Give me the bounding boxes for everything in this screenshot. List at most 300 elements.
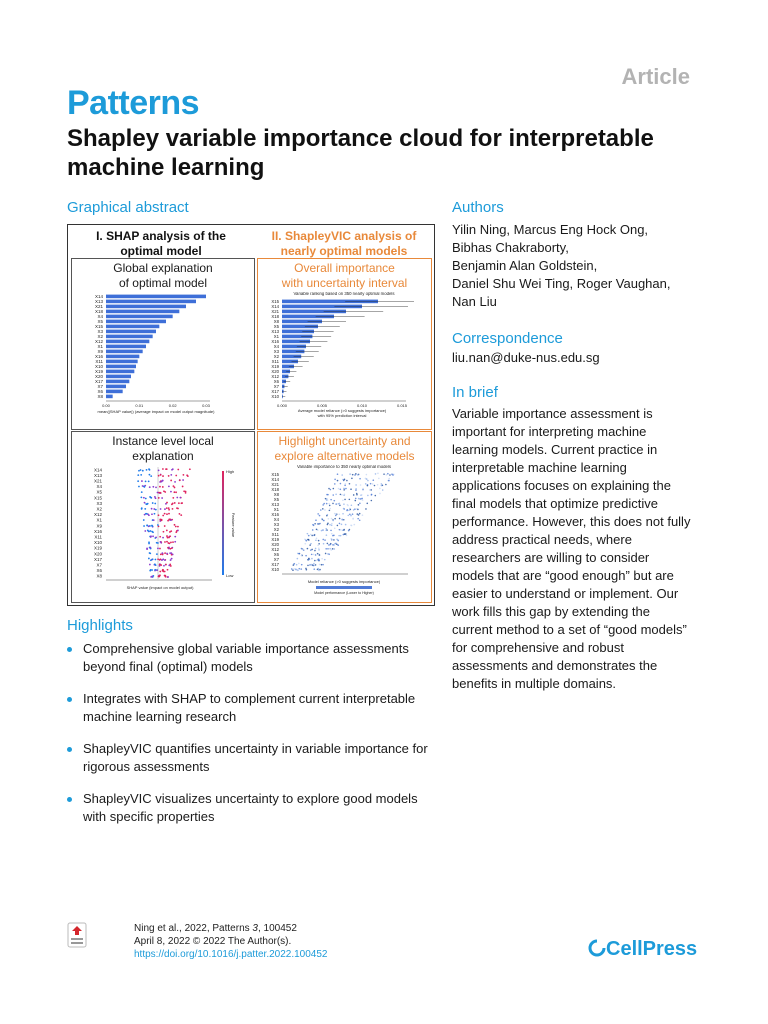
shap-dot xyxy=(155,486,157,488)
shap-dot xyxy=(141,507,143,509)
model-dot xyxy=(334,483,336,485)
bar-label: X12 xyxy=(271,374,279,379)
shap-dot xyxy=(149,496,151,498)
model-dot xyxy=(328,488,330,490)
model-dot xyxy=(318,540,320,542)
model-dot xyxy=(316,538,318,540)
correspondence-email[interactable]: liu.nan@duke-nus.edu.sg xyxy=(452,350,600,365)
shap-dot xyxy=(150,559,152,561)
model-dot xyxy=(361,494,363,496)
model-dot xyxy=(318,548,320,550)
shap-dot xyxy=(179,513,181,515)
model-dot xyxy=(357,474,359,476)
model-dot xyxy=(357,518,359,520)
shap-dot xyxy=(182,486,184,488)
panel-uncertainty xyxy=(257,431,432,603)
shap-dot xyxy=(149,552,151,554)
model-dot xyxy=(305,555,307,557)
model-dot xyxy=(332,548,334,550)
model-dot xyxy=(385,484,387,486)
model-dot xyxy=(317,569,319,571)
model-dot xyxy=(298,553,300,555)
model-dot xyxy=(340,529,342,531)
feature-label: X14 xyxy=(93,467,102,473)
shap-dot xyxy=(163,565,165,567)
model-dot xyxy=(308,535,310,537)
violin-label: X18 xyxy=(271,487,279,492)
model-dot xyxy=(307,548,309,550)
shap-dot xyxy=(177,508,179,510)
panel-title xyxy=(258,434,431,464)
bar xyxy=(106,330,156,334)
shap-dot xyxy=(162,480,164,482)
shap-dot xyxy=(159,536,161,538)
paper-title-line: machine learning xyxy=(67,154,265,181)
model-dot xyxy=(319,515,321,517)
model-dot xyxy=(311,558,313,560)
model-dot xyxy=(350,515,352,517)
model-dot xyxy=(331,518,333,520)
model-dot xyxy=(293,568,295,570)
model-dot xyxy=(298,568,300,570)
bar-label: X14 xyxy=(94,294,103,299)
bar-label: X17 xyxy=(94,379,103,384)
model-dot xyxy=(379,488,381,490)
model-dot xyxy=(329,524,331,526)
model-dot xyxy=(315,564,317,566)
shap-dot xyxy=(168,507,170,509)
model-dot xyxy=(312,529,314,531)
shap-dot xyxy=(159,571,161,573)
shap-dot xyxy=(180,497,182,499)
model-dot xyxy=(331,523,333,525)
shap-dot xyxy=(153,519,155,521)
model-dot xyxy=(340,535,342,537)
shap-dot xyxy=(165,468,167,470)
feature-label: X15 xyxy=(93,495,102,501)
bar-label: X18 xyxy=(94,309,103,314)
shap-dot xyxy=(154,569,156,571)
shap-dot xyxy=(172,497,174,499)
highlights-heading: Highlights xyxy=(67,617,133,634)
model-dot xyxy=(346,480,348,482)
shap-dot xyxy=(157,542,159,544)
shap-dot xyxy=(171,554,173,556)
model-dot xyxy=(381,485,383,487)
model-dot xyxy=(335,513,337,515)
axis-label: SHAP value (impact on model output) xyxy=(126,585,194,590)
model-dot xyxy=(335,515,337,517)
model-dot xyxy=(327,494,329,496)
bar-label: X13 xyxy=(271,329,279,334)
in-brief-line: applications focuses on explaining the xyxy=(452,478,671,493)
bar xyxy=(106,355,139,359)
model-dot xyxy=(321,530,323,532)
model-dot xyxy=(311,554,313,556)
shap-dot xyxy=(160,508,162,510)
model-dot xyxy=(332,494,334,496)
bar-label: X8 xyxy=(273,319,279,324)
model-dot xyxy=(318,543,320,545)
model-dot xyxy=(320,509,322,511)
model-dot xyxy=(309,544,311,546)
model-dot xyxy=(360,484,362,486)
shap-dot xyxy=(164,541,166,543)
model-dot xyxy=(367,480,369,482)
column-heading-line: I. SHAP analysis of the xyxy=(96,229,226,243)
bar-label: X2 xyxy=(97,334,103,339)
bar xyxy=(106,300,196,304)
highlight-line: machine learning research xyxy=(83,709,237,724)
shap-dot xyxy=(173,485,175,487)
model-dot xyxy=(331,538,333,540)
shap-dot xyxy=(161,519,163,521)
shap-dot xyxy=(157,558,159,560)
highlights-list xyxy=(67,640,437,840)
model-dot xyxy=(337,539,339,541)
shap-dot xyxy=(164,525,166,527)
shap-dot xyxy=(167,547,169,549)
model-dot xyxy=(359,513,361,515)
shap-dot xyxy=(145,498,147,500)
model-dot xyxy=(328,544,330,546)
bar xyxy=(106,340,149,344)
shap-dot xyxy=(158,475,160,477)
graphical-abstract-heading: Graphical abstract xyxy=(67,199,189,216)
model-dot xyxy=(296,569,298,571)
shap-dot xyxy=(159,486,161,488)
shap-dot xyxy=(146,513,148,515)
shap-dot xyxy=(140,496,142,498)
in-brief-line: for comprehensive and robust xyxy=(452,640,624,655)
shap-dot xyxy=(166,553,168,555)
axis-label: mean(|SHAP value|) (average impact on model output magnitude) xyxy=(97,409,215,414)
color-bar-title: Feature value xyxy=(231,512,236,538)
model-dot xyxy=(334,518,336,520)
model-dot xyxy=(317,513,319,515)
bar-label: X10 xyxy=(271,394,279,399)
column-heading-line: II. ShapleyVIC analysis of xyxy=(271,229,417,243)
model-dot xyxy=(358,498,360,500)
model-dot xyxy=(338,488,340,490)
legend-label: Model performance (Lower to Higher) xyxy=(314,591,374,595)
feature-color-bar xyxy=(222,471,224,575)
citation-line xyxy=(134,922,328,935)
paper-title xyxy=(67,124,707,182)
bar-label: X7 xyxy=(97,384,103,389)
model-dot xyxy=(323,503,325,505)
author-line: Bibhas Chakraborty, xyxy=(452,240,569,255)
bar-label: X21 xyxy=(271,309,279,314)
panel-title-line: Overall importance xyxy=(294,261,395,275)
bar xyxy=(106,365,136,369)
model-dot xyxy=(329,505,331,507)
shap-global-bar-chart xyxy=(72,292,252,427)
in-brief-line: work fills this gap by extending the xyxy=(452,604,650,619)
model-dot xyxy=(339,523,341,525)
model-dot xyxy=(351,504,353,506)
model-dot xyxy=(327,543,329,545)
model-dot xyxy=(343,503,345,505)
model-dot xyxy=(349,499,351,501)
bar-label: X4 xyxy=(97,314,103,319)
model-dot xyxy=(300,568,302,570)
bar xyxy=(106,380,129,384)
violin-label: X14 xyxy=(271,477,279,482)
bar xyxy=(106,345,146,349)
violin-label: X6 xyxy=(273,552,279,557)
bar-label: X12 xyxy=(94,339,103,344)
model-dot xyxy=(362,499,364,501)
shap-dot xyxy=(171,558,173,560)
panel-overall-importance xyxy=(257,258,432,430)
model-dot xyxy=(315,554,317,556)
feature-label: X11 xyxy=(94,534,102,540)
shap-dot xyxy=(155,559,157,561)
model-dot xyxy=(315,539,317,541)
journal-name: Patterns xyxy=(67,84,200,122)
model-dot xyxy=(340,489,342,491)
bar xyxy=(106,305,186,309)
author-line: Nan Liu xyxy=(452,294,497,309)
shap-dot xyxy=(159,492,161,494)
shap-dot xyxy=(148,525,150,527)
model-dot xyxy=(342,519,344,521)
bar xyxy=(106,385,126,389)
shap-dot xyxy=(150,569,152,571)
model-dot xyxy=(339,518,341,520)
model-dot xyxy=(331,525,333,527)
model-dot xyxy=(389,474,391,476)
panel-title-line: Global explanation xyxy=(113,261,213,275)
feature-label: X8 xyxy=(96,573,102,579)
in-brief-line: learning models. Current practice in xyxy=(452,442,658,457)
tick-label: 0.010 xyxy=(356,403,368,408)
model-dot xyxy=(352,513,354,515)
bar-label: X1 xyxy=(97,344,103,349)
bar-label: X21 xyxy=(94,304,103,309)
model-dot xyxy=(332,520,334,522)
model-dot xyxy=(296,564,298,566)
model-dot xyxy=(335,503,337,505)
shap-dot xyxy=(158,514,160,516)
shap-dot xyxy=(176,530,178,532)
shap-dot xyxy=(151,513,153,515)
feature-label: X9 xyxy=(96,523,102,529)
shap-dot xyxy=(170,474,172,476)
model-dot xyxy=(317,523,319,525)
model-dot xyxy=(337,544,339,546)
model-dot xyxy=(338,535,340,537)
violin-label: X21 xyxy=(271,482,279,487)
model-dot xyxy=(321,564,323,566)
violin-label: X12 xyxy=(271,547,279,552)
highlight-item xyxy=(67,640,437,676)
model-dot xyxy=(318,549,320,551)
model-dot xyxy=(337,525,339,527)
highlight-item xyxy=(67,790,437,826)
model-dot xyxy=(388,480,390,482)
shap-dot xyxy=(166,530,168,532)
bar xyxy=(106,360,138,364)
panel-title xyxy=(72,261,254,291)
model-dot xyxy=(322,504,324,506)
model-dot xyxy=(307,559,309,561)
shap-dot xyxy=(150,535,152,537)
model-dot xyxy=(306,569,308,571)
model-dot xyxy=(304,538,306,540)
shap-dot xyxy=(160,554,162,556)
model-dot xyxy=(349,473,351,475)
shap-dot xyxy=(143,519,145,521)
axis-label: Average model reliance (>0 suggests importance) xyxy=(297,408,387,413)
model-dot xyxy=(304,543,306,545)
model-dot xyxy=(334,548,336,550)
shap-dot xyxy=(144,502,146,504)
model-dot xyxy=(314,523,316,525)
shap-dot xyxy=(166,502,168,504)
check-for-updates-icon[interactable] xyxy=(67,922,87,948)
in-brief-line: interpretable machine learning xyxy=(452,460,627,475)
model-dot xyxy=(358,504,360,506)
model-dot xyxy=(361,498,363,500)
column-heading-line: nearly optimal models xyxy=(280,244,408,258)
model-dot xyxy=(343,519,345,521)
shap-dot xyxy=(170,491,172,493)
shap-dot xyxy=(168,513,170,515)
model-dot xyxy=(329,510,331,512)
chart-subtitle: Variable importance to 350 nearly optimal models xyxy=(296,465,392,469)
model-dot xyxy=(325,530,327,532)
in-brief-line: models that are “good enough” but are xyxy=(452,568,674,583)
feature-label: X12 xyxy=(93,512,102,518)
model-dot xyxy=(377,484,379,486)
panel-title-line: Instance level local xyxy=(112,434,214,448)
model-dot xyxy=(355,500,357,502)
shap-dot xyxy=(181,502,183,504)
correspondence-heading: Correspondence xyxy=(452,330,563,347)
model-dot xyxy=(316,529,318,531)
model-dot xyxy=(392,474,394,476)
model-dot xyxy=(381,483,383,485)
citation-text: , 100452 xyxy=(257,923,297,934)
model-dot xyxy=(340,494,342,496)
model-dot xyxy=(359,503,361,505)
shap-dot xyxy=(152,531,154,533)
feature-label: X1 xyxy=(96,517,102,523)
bar-label: X15 xyxy=(271,299,279,304)
model-dot xyxy=(344,499,346,501)
shap-dot xyxy=(137,480,139,482)
bar-label: X15 xyxy=(94,324,103,329)
shap-dot xyxy=(143,525,145,527)
model-dot xyxy=(377,473,379,475)
bar-label: X19 xyxy=(271,364,279,369)
shap-dot xyxy=(174,481,176,483)
shap-dot xyxy=(161,552,163,554)
doi-link[interactable]: https://doi.org/10.1016/j.patter.2022.100452 xyxy=(134,949,328,960)
shap-dot xyxy=(183,474,185,476)
shap-dot xyxy=(157,492,159,494)
bar-label: X11 xyxy=(271,359,279,364)
highlight-line: Integrates with SHAP to complement current interpretable xyxy=(83,691,416,706)
panel-local-explanation xyxy=(71,431,255,603)
model-dot xyxy=(333,500,335,502)
shap-dot xyxy=(169,548,171,550)
shap-dot xyxy=(167,542,169,544)
model-dot xyxy=(366,474,368,476)
panel-title-line: with uncertainty interval xyxy=(281,276,408,290)
legend-color-bar xyxy=(316,586,372,589)
model-dot xyxy=(375,473,377,475)
bar-label: X5 xyxy=(97,319,103,324)
shap-dot xyxy=(189,468,191,470)
authors-list xyxy=(452,221,712,311)
shap-dot xyxy=(169,535,171,537)
bar xyxy=(106,320,166,324)
authors-heading: Authors xyxy=(452,199,504,216)
model-dot xyxy=(350,488,352,490)
model-dot xyxy=(332,544,334,546)
model-dot xyxy=(359,498,361,500)
model-dot xyxy=(355,484,357,486)
model-dot xyxy=(319,554,321,556)
model-dot xyxy=(333,535,335,537)
bar-label: X3 xyxy=(97,329,103,334)
model-dot xyxy=(345,524,347,526)
shap-dot xyxy=(141,491,143,493)
shap-dot xyxy=(165,564,167,566)
feature-label: X6 xyxy=(96,568,102,574)
author-line: Daniel Shu Wei Ting, Roger Vaughan, xyxy=(452,276,671,291)
citation-block xyxy=(134,922,328,961)
shap-dot xyxy=(162,537,164,539)
model-dot xyxy=(339,505,341,507)
shap-dot xyxy=(180,514,182,516)
feature-label: X20 xyxy=(93,551,102,557)
shap-dot xyxy=(162,486,164,488)
model-dot xyxy=(349,529,351,531)
model-dot xyxy=(317,553,319,555)
shap-dot xyxy=(162,570,164,572)
shap-dot xyxy=(158,497,160,499)
bar-label: X18 xyxy=(271,314,279,319)
shap-dot xyxy=(149,547,151,549)
panel-title-line: of optimal model xyxy=(118,276,208,290)
model-dot xyxy=(326,515,328,517)
shap-dot xyxy=(162,558,164,560)
model-dot xyxy=(325,548,327,550)
tick-label: 0.015 xyxy=(396,403,408,408)
model-dot xyxy=(330,489,332,491)
shap-dot xyxy=(144,508,146,510)
shap-dot xyxy=(159,564,161,566)
model-dot xyxy=(325,528,327,530)
shap-dot xyxy=(154,563,156,565)
model-dot xyxy=(322,529,324,531)
feature-label: X21 xyxy=(93,478,102,484)
bar-label: X10 xyxy=(94,364,103,369)
shap-dot xyxy=(162,515,164,517)
model-dot xyxy=(335,493,337,495)
model-dot xyxy=(353,524,355,526)
model-dot xyxy=(313,563,315,565)
tick-label: 0.03 xyxy=(202,403,210,408)
model-dot xyxy=(330,499,332,501)
shap-dot xyxy=(146,524,148,526)
model-dot xyxy=(293,563,295,565)
model-dot xyxy=(307,539,309,541)
